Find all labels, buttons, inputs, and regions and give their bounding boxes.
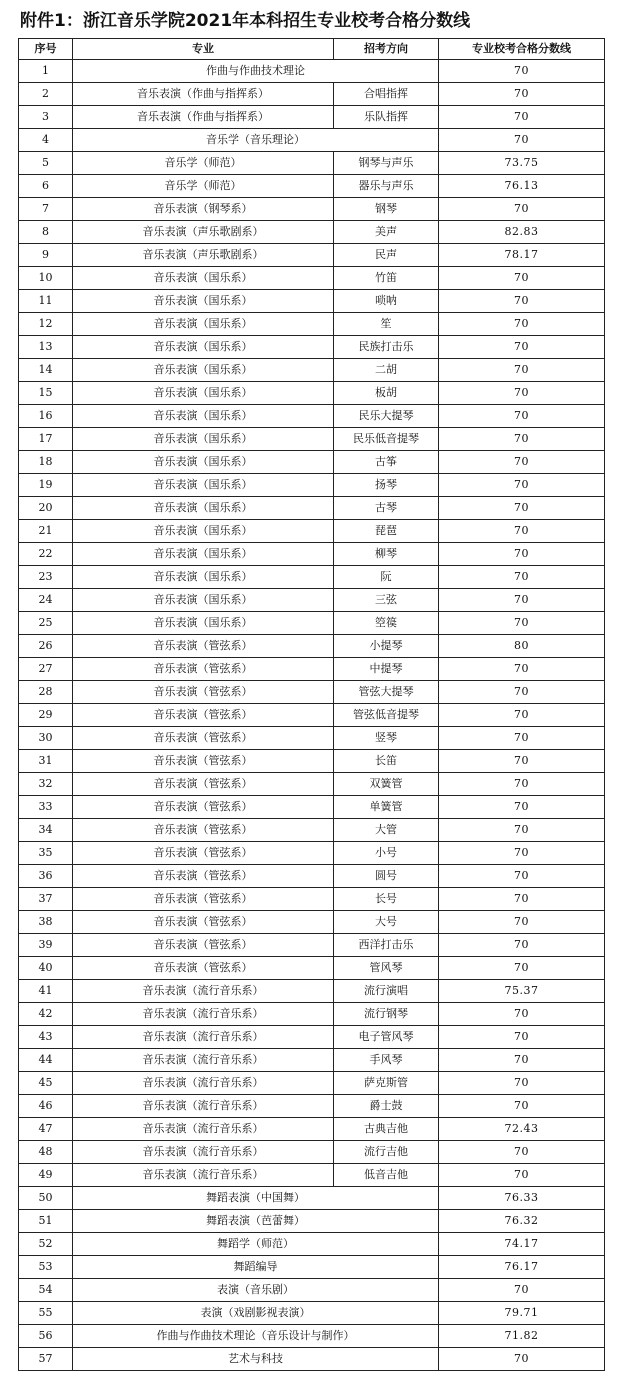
row-major: 音乐表演（管弦系） (73, 658, 334, 681)
row-major: 音乐表演（国乐系） (73, 267, 334, 290)
row-major: 音乐表演（作曲与指挥系） (73, 106, 334, 129)
row-direction: 扬琴 (334, 474, 439, 497)
table-row (19, 1233, 605, 1256)
table-row (19, 1026, 605, 1049)
row-score: 70 (439, 957, 605, 980)
table-row (19, 474, 605, 497)
row-major: 音乐表演（国乐系） (73, 612, 334, 635)
row-score: 70 (439, 1164, 605, 1187)
row-score: 70 (439, 681, 605, 704)
row-index: 37 (19, 888, 73, 911)
row-score: 70 (439, 1141, 605, 1164)
row-score: 70 (439, 911, 605, 934)
row-major: 舞蹈学（师范） (73, 1233, 439, 1256)
row-direction: 二胡 (334, 359, 439, 382)
row-index: 1 (19, 60, 73, 83)
row-direction: 小号 (334, 842, 439, 865)
row-index: 40 (19, 957, 73, 980)
row-major: 音乐表演（管弦系） (73, 704, 334, 727)
row-index: 35 (19, 842, 73, 865)
row-major: 音乐学（师范） (73, 175, 334, 198)
row-index: 7 (19, 198, 73, 221)
row-index: 8 (19, 221, 73, 244)
table-row (19, 359, 605, 382)
table-row (19, 704, 605, 727)
row-index: 21 (19, 520, 73, 543)
table-row (19, 543, 605, 566)
row-score: 70 (439, 1003, 605, 1026)
table-row (19, 428, 605, 451)
table-row (19, 1256, 605, 1279)
header-direction: 招考方向 (334, 39, 439, 60)
row-major: 音乐表演（声乐歌剧系） (73, 221, 334, 244)
row-score: 70 (439, 359, 605, 382)
table-row (19, 1072, 605, 1095)
table-row (19, 221, 605, 244)
row-direction: 古筝 (334, 451, 439, 474)
row-direction: 琵琶 (334, 520, 439, 543)
row-major: 音乐表演（流行音乐系） (73, 980, 334, 1003)
row-index: 29 (19, 704, 73, 727)
row-index: 57 (19, 1348, 73, 1371)
row-score: 70 (439, 106, 605, 129)
row-major: 音乐表演（流行音乐系） (73, 1003, 334, 1026)
row-direction: 管弦大提琴 (334, 681, 439, 704)
row-major: 音乐表演（管弦系） (73, 681, 334, 704)
row-score: 70 (439, 566, 605, 589)
row-index: 47 (19, 1118, 73, 1141)
row-index: 18 (19, 451, 73, 474)
row-major: 音乐表演（管弦系） (73, 635, 334, 658)
table-row (19, 635, 605, 658)
row-score: 70 (439, 290, 605, 313)
table-row (19, 290, 605, 313)
row-major: 音乐表演（国乐系） (73, 382, 334, 405)
row-direction: 双簧管 (334, 773, 439, 796)
row-score: 70 (439, 612, 605, 635)
row-score: 76.13 (439, 175, 605, 198)
row-direction: 流行吉他 (334, 1141, 439, 1164)
row-index: 56 (19, 1325, 73, 1348)
table-body (19, 60, 605, 1371)
row-index: 23 (19, 566, 73, 589)
table-row (19, 727, 605, 750)
table-row (19, 1141, 605, 1164)
row-major: 音乐表演（管弦系） (73, 911, 334, 934)
row-index: 52 (19, 1233, 73, 1256)
row-direction: 管风琴 (334, 957, 439, 980)
table-row (19, 382, 605, 405)
row-direction: 单簧管 (334, 796, 439, 819)
row-score: 70 (439, 589, 605, 612)
row-major: 舞蹈表演（芭蕾舞） (73, 1210, 439, 1233)
table-row (19, 336, 605, 359)
row-index: 51 (19, 1210, 73, 1233)
table-row (19, 106, 605, 129)
table-row (19, 865, 605, 888)
row-score: 70 (439, 796, 605, 819)
row-score: 70 (439, 520, 605, 543)
row-major: 音乐表演（流行音乐系） (73, 1095, 334, 1118)
row-major: 舞蹈表演（中国舞） (73, 1187, 439, 1210)
row-index: 50 (19, 1187, 73, 1210)
row-index: 2 (19, 83, 73, 106)
row-major: 音乐学（师范） (73, 152, 334, 175)
table-row (19, 1279, 605, 1302)
page-title: 附件1：浙江音乐学院2021年本科招生专业校考合格分数线 (20, 11, 471, 31)
row-direction: 西洋打击乐 (334, 934, 439, 957)
row-major: 音乐表演（国乐系） (73, 497, 334, 520)
row-major: 表演（戏剧影视表演） (73, 1302, 439, 1325)
row-major: 作曲与作曲技术理论 (73, 60, 439, 83)
row-index: 27 (19, 658, 73, 681)
row-score: 76.17 (439, 1256, 605, 1279)
row-major: 音乐表演（国乐系） (73, 313, 334, 336)
row-index: 20 (19, 497, 73, 520)
row-direction: 流行演唱 (334, 980, 439, 1003)
row-index: 17 (19, 428, 73, 451)
row-major: 音乐表演（国乐系） (73, 336, 334, 359)
row-score: 70 (439, 336, 605, 359)
table-row (19, 911, 605, 934)
row-major: 作曲与作曲技术理论（音乐设计与制作） (73, 1325, 439, 1348)
row-index: 5 (19, 152, 73, 175)
row-score: 80 (439, 635, 605, 658)
row-index: 54 (19, 1279, 73, 1302)
table-row (19, 520, 605, 543)
table-row (19, 888, 605, 911)
row-direction: 民乐低音提琴 (334, 428, 439, 451)
row-index: 11 (19, 290, 73, 313)
table-row (19, 1003, 605, 1026)
row-index: 55 (19, 1302, 73, 1325)
table-row (19, 1164, 605, 1187)
row-direction: 民族打击乐 (334, 336, 439, 359)
table-row (19, 934, 605, 957)
row-major: 音乐表演（流行音乐系） (73, 1164, 334, 1187)
row-score: 82.83 (439, 221, 605, 244)
table-row (19, 1325, 605, 1348)
row-score: 74.17 (439, 1233, 605, 1256)
row-direction: 民声 (334, 244, 439, 267)
row-index: 10 (19, 267, 73, 290)
row-score: 70 (439, 658, 605, 681)
row-score: 70 (439, 382, 605, 405)
row-direction: 古典吉他 (334, 1118, 439, 1141)
row-index: 28 (19, 681, 73, 704)
row-major: 音乐表演（国乐系） (73, 520, 334, 543)
row-major: 音乐表演（管弦系） (73, 819, 334, 842)
table-row (19, 451, 605, 474)
row-direction: 器乐与声乐 (334, 175, 439, 198)
row-index: 53 (19, 1256, 73, 1279)
row-direction: 管弦低音提琴 (334, 704, 439, 727)
row-score: 70 (439, 129, 605, 152)
row-major: 音乐表演（管弦系） (73, 934, 334, 957)
row-score: 70 (439, 819, 605, 842)
row-score: 70 (439, 1072, 605, 1095)
row-direction: 圆号 (334, 865, 439, 888)
row-score: 70 (439, 405, 605, 428)
row-score: 70 (439, 1095, 605, 1118)
row-index: 31 (19, 750, 73, 773)
row-index: 9 (19, 244, 73, 267)
row-major: 音乐表演（国乐系） (73, 359, 334, 382)
row-index: 4 (19, 129, 73, 152)
table-row (19, 819, 605, 842)
table-row (19, 175, 605, 198)
row-direction: 手风琴 (334, 1049, 439, 1072)
row-score: 70 (439, 428, 605, 451)
row-index: 3 (19, 106, 73, 129)
row-direction: 大号 (334, 911, 439, 934)
row-major: 音乐表演（管弦系） (73, 773, 334, 796)
table-row (19, 957, 605, 980)
row-index: 36 (19, 865, 73, 888)
row-major: 音乐表演（管弦系） (73, 750, 334, 773)
row-direction: 箜篌 (334, 612, 439, 635)
row-direction: 唢呐 (334, 290, 439, 313)
row-major: 音乐表演（钢琴系） (73, 198, 334, 221)
row-score: 78.17 (439, 244, 605, 267)
row-score: 70 (439, 1049, 605, 1072)
row-index: 14 (19, 359, 73, 382)
row-score: 70 (439, 451, 605, 474)
row-direction: 竖琴 (334, 727, 439, 750)
row-major: 艺术与科技 (73, 1348, 439, 1371)
table-row (19, 198, 605, 221)
row-index: 26 (19, 635, 73, 658)
row-index: 45 (19, 1072, 73, 1095)
row-direction: 合唱指挥 (334, 83, 439, 106)
header-major: 专业 (73, 39, 334, 60)
table-row (19, 612, 605, 635)
row-direction: 板胡 (334, 382, 439, 405)
row-score: 70 (439, 888, 605, 911)
table-row (19, 658, 605, 681)
row-major: 音乐表演（国乐系） (73, 589, 334, 612)
row-direction: 长笛 (334, 750, 439, 773)
row-index: 48 (19, 1141, 73, 1164)
table-row (19, 1348, 605, 1371)
table-row (19, 152, 605, 175)
row-score: 70 (439, 267, 605, 290)
table-row (19, 796, 605, 819)
row-index: 30 (19, 727, 73, 750)
row-major: 音乐表演（管弦系） (73, 727, 334, 750)
row-score: 75.37 (439, 980, 605, 1003)
row-index: 32 (19, 773, 73, 796)
row-major: 音乐表演（管弦系） (73, 888, 334, 911)
row-direction: 民乐大提琴 (334, 405, 439, 428)
table-row (19, 1187, 605, 1210)
row-score: 76.32 (439, 1210, 605, 1233)
row-major: 音乐表演（流行音乐系） (73, 1118, 334, 1141)
table-row (19, 750, 605, 773)
row-major: 音乐表演（国乐系） (73, 451, 334, 474)
table-row (19, 1302, 605, 1325)
row-direction: 爵士鼓 (334, 1095, 439, 1118)
row-index: 42 (19, 1003, 73, 1026)
row-major: 音乐表演（管弦系） (73, 796, 334, 819)
row-major: 舞蹈编导 (73, 1256, 439, 1279)
row-score: 72.43 (439, 1118, 605, 1141)
row-major: 音乐表演（管弦系） (73, 842, 334, 865)
row-score: 70 (439, 543, 605, 566)
row-index: 16 (19, 405, 73, 428)
row-index: 49 (19, 1164, 73, 1187)
table-header-row (19, 39, 605, 60)
row-major: 音乐表演（管弦系） (73, 957, 334, 980)
row-major: 音乐表演（作曲与指挥系） (73, 83, 334, 106)
row-index: 38 (19, 911, 73, 934)
row-direction: 乐队指挥 (334, 106, 439, 129)
row-direction: 美声 (334, 221, 439, 244)
table-row (19, 1118, 605, 1141)
row-index: 44 (19, 1049, 73, 1072)
row-index: 46 (19, 1095, 73, 1118)
row-index: 34 (19, 819, 73, 842)
row-direction: 低音吉他 (334, 1164, 439, 1187)
row-score: 71.82 (439, 1325, 605, 1348)
row-major: 音乐表演（国乐系） (73, 543, 334, 566)
row-index: 39 (19, 934, 73, 957)
row-major: 音乐表演（国乐系） (73, 428, 334, 451)
table-row (19, 60, 605, 83)
table-row (19, 773, 605, 796)
row-score: 70 (439, 1279, 605, 1302)
table-row (19, 83, 605, 106)
row-direction: 中提琴 (334, 658, 439, 681)
row-major: 音乐表演（流行音乐系） (73, 1049, 334, 1072)
row-index: 25 (19, 612, 73, 635)
row-score: 70 (439, 198, 605, 221)
table-row (19, 313, 605, 336)
row-major: 音乐学（音乐理论） (73, 129, 439, 152)
row-major: 音乐表演（管弦系） (73, 865, 334, 888)
row-score: 70 (439, 842, 605, 865)
row-major: 音乐表演（国乐系） (73, 290, 334, 313)
row-direction: 三弦 (334, 589, 439, 612)
table-row (19, 980, 605, 1003)
table-row (19, 244, 605, 267)
row-score: 70 (439, 1026, 605, 1049)
row-index: 12 (19, 313, 73, 336)
header-score: 专业校考合格分数线 (439, 39, 605, 60)
row-score: 70 (439, 704, 605, 727)
row-score: 70 (439, 934, 605, 957)
row-direction: 古琴 (334, 497, 439, 520)
row-score: 76.33 (439, 1187, 605, 1210)
row-index: 6 (19, 175, 73, 198)
row-major: 音乐表演（流行音乐系） (73, 1072, 334, 1095)
row-score: 70 (439, 313, 605, 336)
table-row (19, 1095, 605, 1118)
row-score: 79.71 (439, 1302, 605, 1325)
row-direction: 阮 (334, 566, 439, 589)
row-major: 音乐表演（国乐系） (73, 474, 334, 497)
table-row (19, 129, 605, 152)
row-major: 音乐表演（流行音乐系） (73, 1141, 334, 1164)
row-direction: 钢琴 (334, 198, 439, 221)
row-direction: 笙 (334, 313, 439, 336)
row-score: 70 (439, 1348, 605, 1371)
row-index: 19 (19, 474, 73, 497)
row-index: 24 (19, 589, 73, 612)
table-row (19, 842, 605, 865)
row-direction: 小提琴 (334, 635, 439, 658)
row-major: 音乐表演（国乐系） (73, 566, 334, 589)
score-table (18, 38, 605, 1371)
row-score: 70 (439, 60, 605, 83)
table-row (19, 267, 605, 290)
row-score: 70 (439, 83, 605, 106)
row-major: 音乐表演（声乐歌剧系） (73, 244, 334, 267)
table-row (19, 405, 605, 428)
row-index: 22 (19, 543, 73, 566)
table-row (19, 589, 605, 612)
row-direction: 竹笛 (334, 267, 439, 290)
row-score: 70 (439, 773, 605, 796)
row-score: 70 (439, 727, 605, 750)
row-score: 70 (439, 497, 605, 520)
row-major: 音乐表演（国乐系） (73, 405, 334, 428)
row-direction: 萨克斯管 (334, 1072, 439, 1095)
table-row (19, 497, 605, 520)
table-row (19, 1049, 605, 1072)
row-direction: 柳琴 (334, 543, 439, 566)
row-major: 音乐表演（流行音乐系） (73, 1026, 334, 1049)
table-row (19, 681, 605, 704)
row-score: 70 (439, 750, 605, 773)
row-index: 13 (19, 336, 73, 359)
row-score: 70 (439, 474, 605, 497)
row-direction: 流行钢琴 (334, 1003, 439, 1026)
row-direction: 电子管风琴 (334, 1026, 439, 1049)
row-index: 33 (19, 796, 73, 819)
row-direction: 大管 (334, 819, 439, 842)
table-row (19, 566, 605, 589)
row-index: 15 (19, 382, 73, 405)
header-index: 序号 (19, 39, 73, 60)
row-direction: 长号 (334, 888, 439, 911)
row-score: 70 (439, 865, 605, 888)
row-major: 表演（音乐剧） (73, 1279, 439, 1302)
row-index: 43 (19, 1026, 73, 1049)
table-row (19, 1210, 605, 1233)
row-score: 73.75 (439, 152, 605, 175)
row-index: 41 (19, 980, 73, 1003)
row-direction: 钢琴与声乐 (334, 152, 439, 175)
